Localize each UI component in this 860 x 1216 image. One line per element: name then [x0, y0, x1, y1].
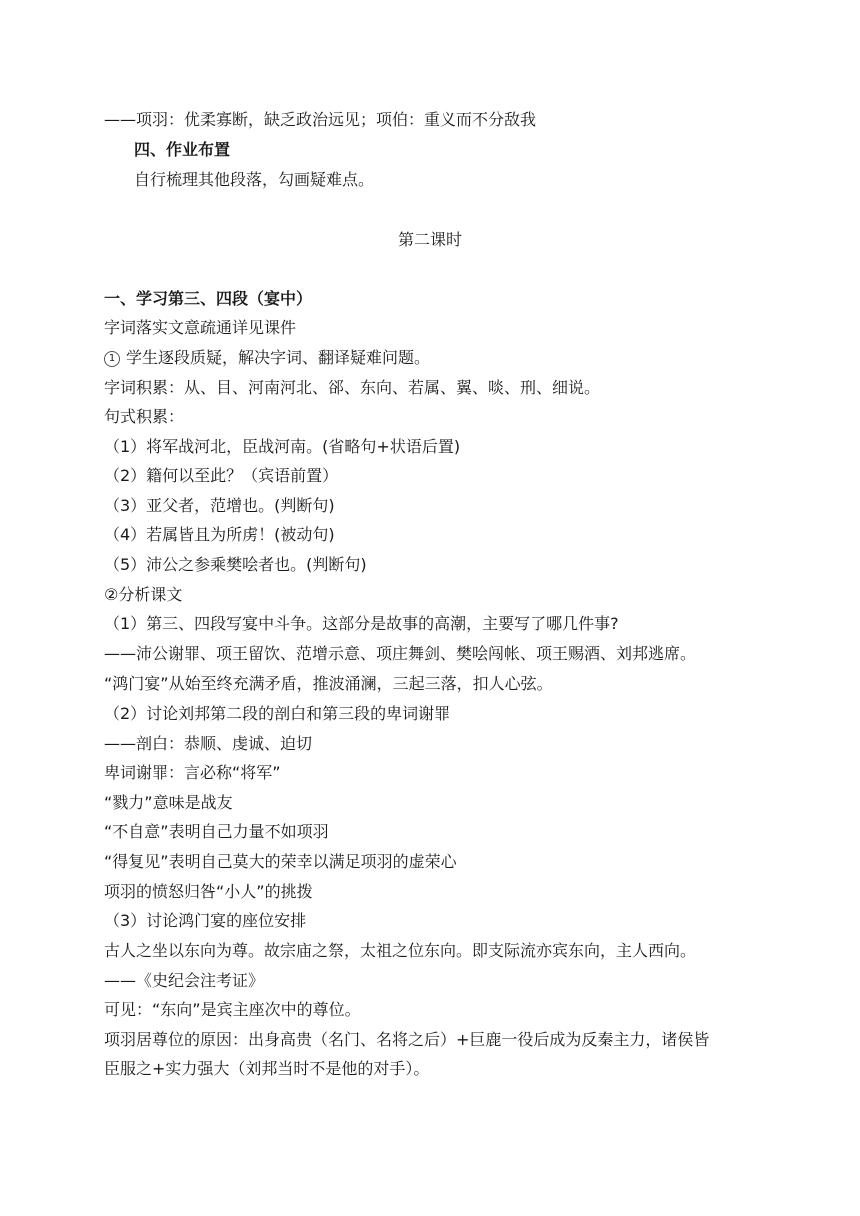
text-line: 项羽居尊位的原因：出身高贵（名门、名将之后）+巨鹿一役后成为反秦主力，诸侯皆	[104, 1030, 710, 1049]
text-span: 学生逐段质疑，解决字词、翻译疑难问题。	[126, 348, 431, 367]
numbered-item	[104, 347, 430, 369]
section-heading: 四、作业布置	[134, 140, 231, 159]
lesson-title: 第二课时	[397, 230, 462, 249]
text-line: “戮力”意味是战友	[104, 793, 233, 812]
text-line: 句式积累：	[104, 407, 185, 426]
text-line: “鸿门宴”从始至终充满矛盾，推波涌澜，三起三落，扣人心弦。	[104, 674, 553, 693]
text-line: 古人之坐以东向为尊。故宗庙之祭，太祖之位东向。即支际流亦宾东向，主人西向。	[104, 941, 697, 960]
section-heading: 一、学习第三、四段（宴中）	[104, 289, 313, 308]
text-line: 项羽的愤怒归咎“小人”的挑拨	[104, 882, 313, 901]
text-line: 卑词谢罪：言必称“将军”	[104, 763, 281, 782]
text-line: 可见：“东向”是宾主座次中的尊位。	[104, 1000, 361, 1019]
text-line: ——《史纪会注考证》	[104, 971, 265, 990]
text-line: “得复见”表明自己莫大的荣幸以满足项羽的虚荣心	[104, 852, 457, 871]
text-line: （2）籍何以至此？（宾语前置）	[104, 466, 339, 485]
text-line: “不自意”表明自己力量不如项羽	[104, 822, 329, 841]
text-line: ——项羽：优柔寡断，缺乏政治远见；项伯：重义而不分敌我	[104, 110, 537, 129]
text-line: 臣服之+实力强大（刘邦当时不是他的对手）。	[104, 1059, 430, 1078]
text-line: （3）亚父者，范增也。(判断句)	[104, 496, 335, 515]
text-line: （1）第三、四段写宴中斗争。这部分是故事的高潮，主要写了哪几件事?	[104, 614, 619, 633]
text-line: ——沛公谢罪、项王留饮、范增示意、项庄舞剑、樊哙闯帐、项王赐酒、刘邦逃席。	[104, 644, 697, 663]
text-line: （1）将军战河北，臣战河南。(省略句+状语后置)	[104, 437, 461, 456]
text-line: 自行梳理其他段落，勾画疑难点。	[134, 170, 375, 189]
text-line: （5）沛公之参乘樊哙者也。(判断句)	[104, 555, 367, 574]
text-line: （4）若属皆且为所虏！(被动句)	[104, 525, 335, 544]
text-line: ②分析课文	[104, 585, 183, 604]
text-line: ——剖白：恭顺、虔诚、迫切	[104, 734, 313, 753]
text-line: （2）讨论刘邦第二段的剖白和第三段的卑词谢罪	[104, 704, 451, 723]
text-line: 字词积累：从、目、河南河北、郤、东向、若属、翼、啖、刑、细说。	[104, 378, 601, 397]
text-line: （3）讨论鸿门宴的座位安排	[104, 911, 307, 930]
text-line: 字词落实文意疏通详见课件	[104, 318, 297, 337]
circled-number: 1	[104, 351, 120, 367]
